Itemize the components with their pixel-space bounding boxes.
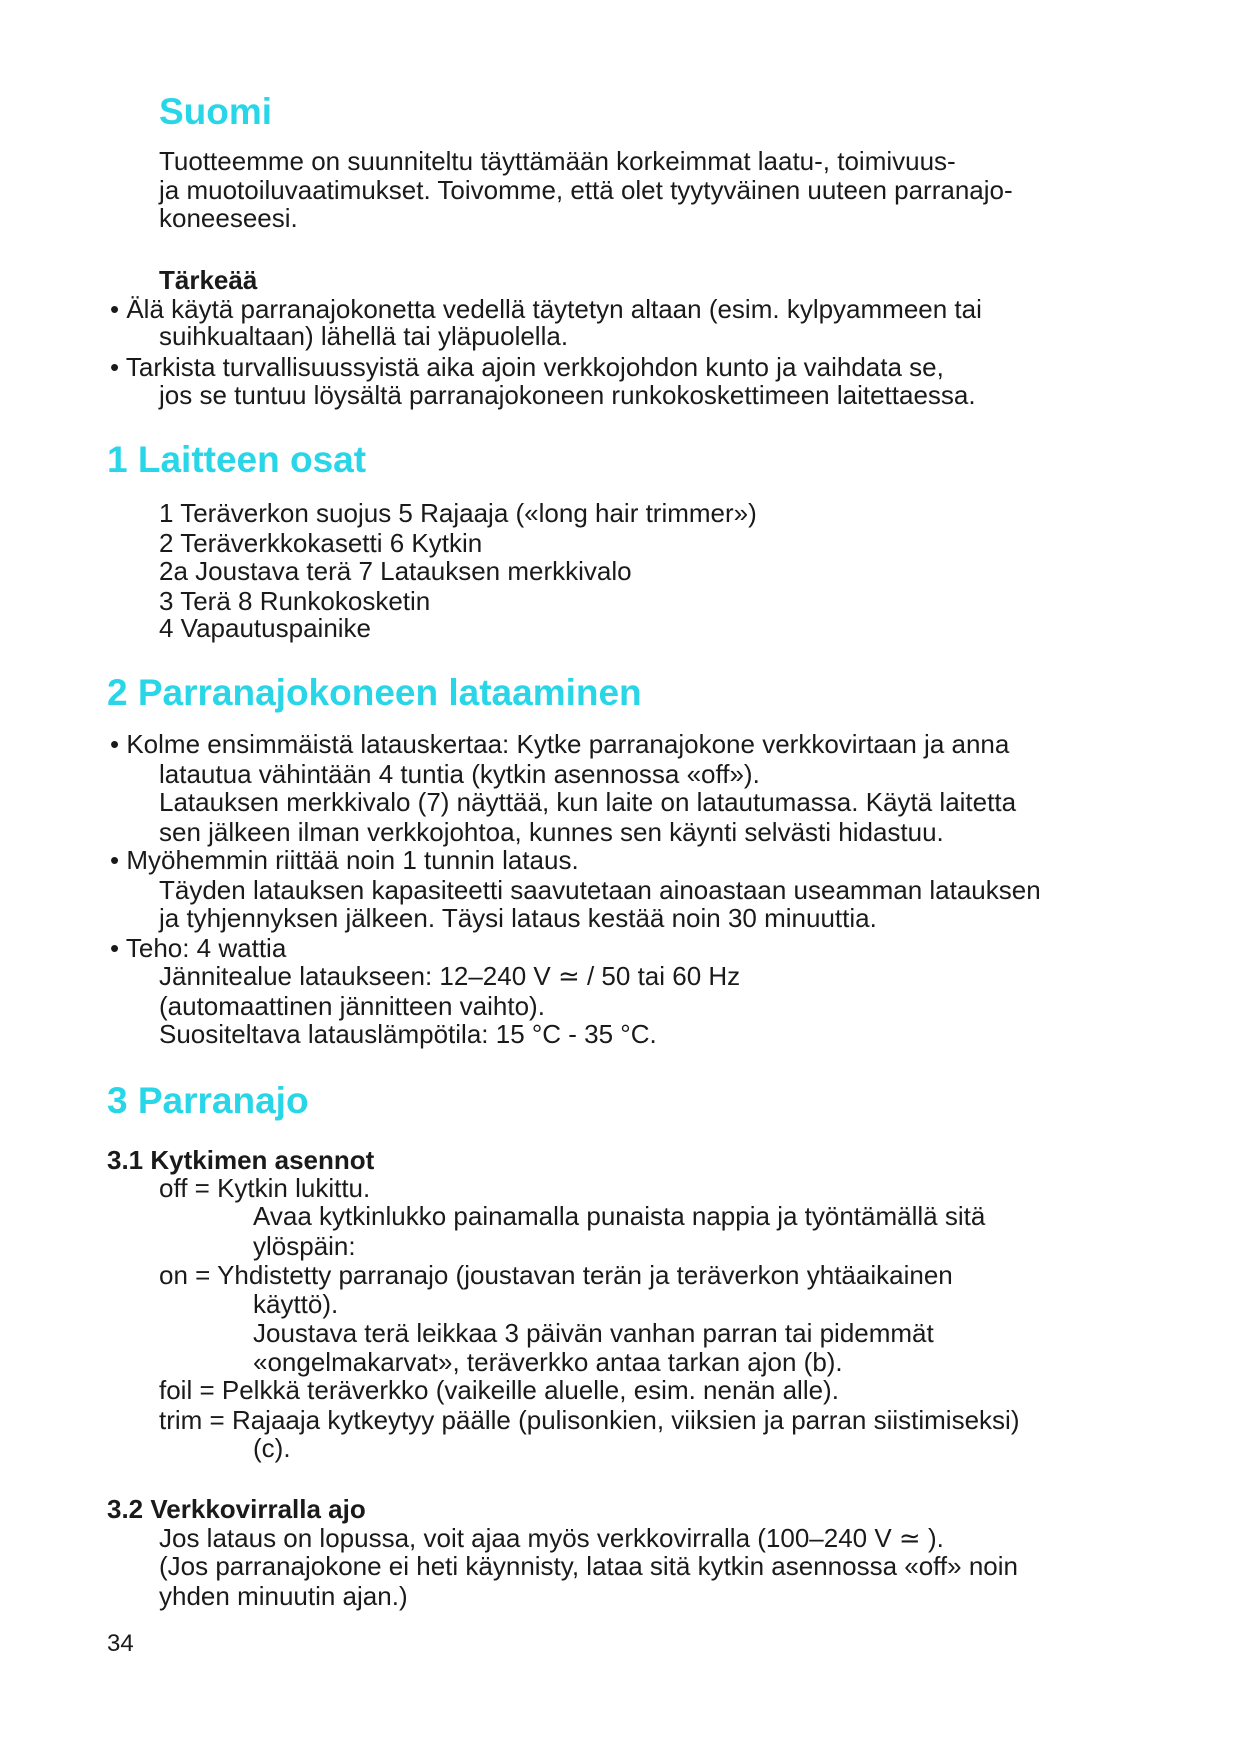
- important-bullet-cont: suihkualtaan) lähellä tai yläpuolella.: [159, 321, 569, 351]
- parts-line: 3 Terä 8 Runkokosketin: [159, 586, 431, 616]
- intro-line: Tuotteemme on suunniteltu täyttämään korkeimmat laatu-, toimivuus-: [159, 146, 956, 176]
- charging-line: Jännitealue lataukseen: 12–240 V ≃ / 50 tai 60 Hz: [159, 961, 741, 991]
- parts-line: 2a Joustava terä 7 Latauksen merkkivalo: [159, 556, 632, 586]
- charging-line: • Kolme ensimmäistä latauskertaa: Kytke parranajokone verkkovirtaan ja anna: [110, 729, 1010, 759]
- subsection-title: 3.2 Verkkovirralla ajo: [107, 1494, 366, 1524]
- important-bullet: • Tarkista turvallisuussyistä aika ajoin verkkojohdon kunto ja vaihdata se,: [110, 352, 944, 382]
- switch-line: foil = Pelkkä teräverkko (vaikeille aluelle, esim. nenän alle).: [159, 1375, 839, 1405]
- parts-line: 1 Teräverkon suojus 5 Rajaaja («long hair trimmer»): [159, 498, 757, 528]
- mains-line: (Jos parranajokone ei heti käynnisty, lataa sitä kytkin asennossa «off» noin: [159, 1551, 1018, 1581]
- parts-line: 4 Vapautuspainike: [159, 613, 372, 643]
- switch-line: Joustava terä leikkaa 3 päivän vanhan parran tai pidemmät: [253, 1318, 934, 1348]
- charging-line: Latauksen merkkivalo (7) näyttää, kun laite on latautumassa. Käytä laitetta: [159, 787, 1017, 817]
- switch-line: «ongelmakarvat», teräverkko antaa tarkan ajon (b).: [253, 1347, 843, 1377]
- charging-line: • Teho: 4 wattia: [110, 933, 287, 963]
- important-bullet: • Älä käytä parranajokonetta vedellä täytetyn altaan (esim. kylpyammeen tai: [110, 294, 982, 324]
- subsection-title: 3.1 Kytkimen asennot: [107, 1145, 375, 1175]
- switch-line: ylöspäin:: [253, 1231, 356, 1261]
- language-title: Suomi: [159, 91, 273, 132]
- mains-line: yhden minuutin ajan.): [159, 1581, 408, 1611]
- switch-line: Avaa kytkinlukko painamalla punaista nappia ja työntämällä sitä: [253, 1201, 986, 1231]
- section-title: 2 Parranajokoneen lataaminen: [107, 672, 642, 713]
- switch-line: käyttö).: [253, 1289, 339, 1319]
- important-bullet-cont: jos se tuntuu löysältä parranajokoneen runkokoskettimeen laitettaessa.: [159, 380, 976, 410]
- switch-line: off = Kytkin lukittu.: [159, 1173, 371, 1203]
- charging-line: Suositeltava latauslämpötila: 15 °C - 35 °C.: [159, 1019, 657, 1049]
- charging-line: (automaattinen jännitteen vaihto).: [159, 991, 545, 1021]
- section-title: 1 Laitteen osat: [107, 439, 367, 480]
- switch-line: (c).: [253, 1433, 291, 1463]
- charging-line: Täyden latauksen kapasiteetti saavutetaan ainoastaan useamman latauksen: [159, 875, 1041, 905]
- switch-line: trim = Rajaaja kytkeytyy päälle (pulisonkien, viiksien ja parran siistimiseksi): [159, 1405, 1020, 1435]
- page-number: 34: [107, 1630, 134, 1657]
- charging-line: sen jälkeen ilman verkkojohtoa, kunnes sen käynti selvästi hidastuu.: [159, 817, 944, 847]
- mains-line: Jos lataus on lopussa, voit ajaa myös verkkovirralla (100–240 V ≃ ).: [159, 1523, 944, 1553]
- important-heading: Tärkeää: [159, 265, 258, 295]
- parts-line: 2 Teräverkkokasetti 6 Kytkin: [159, 528, 483, 558]
- section-title: 3 Parranajo: [107, 1080, 309, 1121]
- charging-line: ja tyhjennyksen jälkeen. Täysi lataus kestää noin 30 minuuttia.: [159, 903, 877, 933]
- charging-line: • Myöhemmin riittää noin 1 tunnin lataus.: [110, 845, 579, 875]
- switch-line: on = Yhdistetty parranajo (joustavan terän ja teräverkon yhtäaikainen: [159, 1260, 953, 1290]
- charging-line: latautua vähintään 4 tuntia (kytkin asennossa «off»).: [159, 759, 760, 789]
- intro-line: ja muotoiluvaatimukset. Toivomme, että olet tyytyväinen uuteen parranajo-: [159, 175, 1013, 205]
- intro-line: koneeseesi.: [159, 203, 298, 233]
